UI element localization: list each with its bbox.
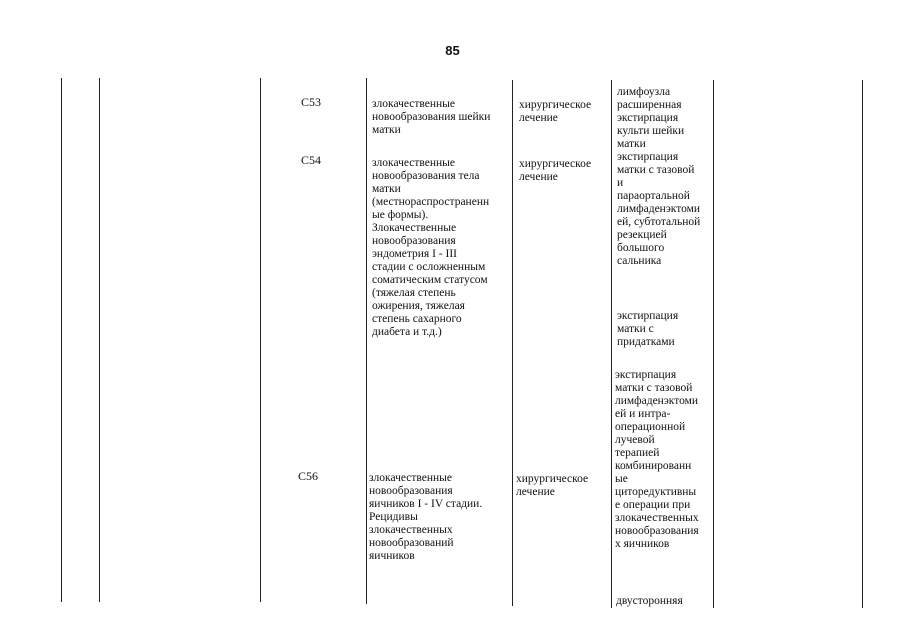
column-divider-2 <box>99 78 100 602</box>
row-code: C54 <box>301 153 322 167</box>
row-code: C56 <box>298 469 319 483</box>
column-divider-7 <box>713 80 714 608</box>
row-treatment: хирургическое лечение <box>519 158 592 183</box>
method-text: двусторонняя <box>616 595 683 607</box>
row-diagnosis: злокачественные новообразования яичников I - IV стадии. Рецидивы злокачественных новообразований яичников <box>369 472 483 562</box>
row-code: C53 <box>301 95 322 109</box>
row-diagnosis: злокачественные новообразования шейки матки <box>372 98 491 136</box>
page-number: 85 <box>445 43 460 58</box>
row-diagnosis: злокачественные новообразования тела матки (местнораспространенн ые формы). Злокачественные новообразования эндометрия I - III стадии с осложненным соматическим статусом (тяжелая степень ожирения, тяжелая степень сахарного диабета и т.д.) <box>372 157 490 338</box>
column-divider-1 <box>61 78 62 602</box>
method-text: экстирпация матки с тазовой лимфаденэктоми ей и интра- операционной лучевой терапией комбинированн ые циторедуктивны е операции при злокачественных новообразования х яичников <box>615 369 699 550</box>
row-treatment: хирургическое лечение <box>519 99 592 124</box>
column-divider-5 <box>512 80 513 606</box>
column-divider-3 <box>260 78 261 602</box>
method-text: лимфоузла расширенная экстирпация культи шейки матки экстирпация матки с тазовой и параортальной лимфаденэктоми ей, субтотальной резекцией большого сальника <box>617 86 701 267</box>
column-divider-6 <box>611 80 612 608</box>
method-text: экстирпация матки с придатками <box>617 310 679 348</box>
row-treatment: хирургическое лечение <box>516 473 589 498</box>
column-divider-8 <box>862 80 863 608</box>
column-divider-4 <box>366 78 367 604</box>
